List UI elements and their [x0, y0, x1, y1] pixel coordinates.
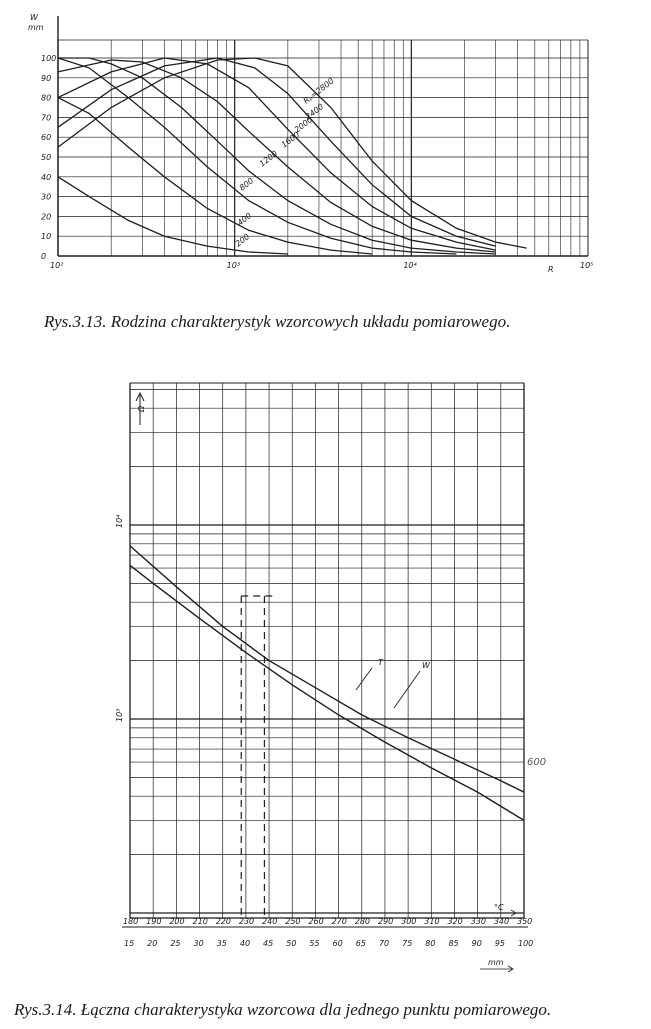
series-label-T: T: [378, 658, 383, 667]
y-axis-label: mm: [28, 23, 44, 32]
x-bottom-tick-label: 70: [378, 939, 390, 948]
x-bottom-tick-label: 80: [425, 939, 436, 948]
x-bottom-tick-label: 35: [216, 939, 227, 948]
margin-note: 600: [527, 757, 547, 768]
x-tick-label: 10⁴: [403, 261, 417, 270]
leader-W: [394, 671, 420, 708]
x-top-tick-label: 180: [123, 917, 139, 926]
y-tick-label: 10³: [115, 708, 124, 722]
x-top-tick-label: 340: [493, 917, 510, 926]
y-tick-label: 0: [41, 252, 47, 261]
series-label: Rₚ=2800: [301, 76, 336, 106]
x-tick-label: 10⁵: [580, 261, 594, 270]
x-bottom-tick-label: 50: [286, 939, 297, 948]
y-tick-label: 30: [41, 192, 52, 202]
x-bottom-tick-label: 30: [193, 939, 204, 948]
y-tick-label: 10: [41, 232, 52, 242]
x-bottom-tick-label: 90: [471, 939, 482, 948]
x-bottom-tick-label: 75: [402, 939, 413, 948]
x-top-tick-label: 320: [447, 917, 463, 926]
x-top-tick-label: 240: [262, 917, 278, 926]
x-bottom-tick-label: 55: [309, 939, 320, 948]
x-top-tick-label: 260: [308, 917, 324, 926]
x-top-tick-label: 300: [401, 917, 417, 926]
x-top-tick-label: 220: [215, 917, 231, 926]
series-label: 2400: [303, 101, 326, 122]
series-label: 2000: [292, 114, 315, 135]
x-top-tick-label: 280: [354, 917, 371, 926]
x-top-tick-label: 350: [517, 917, 533, 926]
x-bottom-tick-label: 65: [355, 939, 366, 948]
y-tick-label: 100: [41, 54, 57, 63]
grid: [130, 383, 524, 918]
x-top-tick-label: 270: [331, 917, 347, 926]
x-top-tick-label: 330: [470, 917, 486, 926]
figure-caption-1: Rys.3.13. Rodzina charakterystyk wzorcowych układu pomiarowego.: [44, 312, 511, 331]
series-label: 1200: [257, 148, 280, 169]
series-label: 200: [233, 232, 252, 249]
x-top-tick-label: 210: [192, 917, 208, 926]
x-bottom-tick-label: 85: [448, 939, 459, 948]
x-top-tick-label: 200: [169, 917, 185, 926]
figure-caption-2: Rys.3.14. Łączna charakterystyka wzorcowa dla jednego punktu pomiarowego.: [14, 1000, 552, 1019]
y-tick-label: 70: [41, 113, 52, 123]
x-top-tick-label: 190: [146, 917, 162, 926]
x-bottom-tick-label: 95: [494, 939, 506, 948]
series-line-W: [130, 546, 524, 792]
x-bottom-tick-label: 60: [332, 939, 343, 948]
series-group: [130, 546, 524, 918]
x-top-tick-label: 290: [377, 917, 394, 926]
y-tick-label: 50: [41, 153, 52, 162]
x-bottom-tick-label: 15: [124, 939, 135, 948]
x-top-tick-label: 230: [238, 917, 255, 926]
y-tick-label: 20: [41, 212, 52, 222]
y-axis-label: Ω: [137, 405, 146, 412]
series-label: 400: [235, 211, 254, 228]
x-top-tick-label: 310: [424, 917, 440, 926]
y-tick-label: 60: [41, 133, 52, 143]
series-label: 1600: [279, 129, 302, 150]
axes: [122, 393, 528, 972]
x-top-axis-label: °C: [494, 903, 504, 912]
x-axis-label: R: [548, 265, 554, 274]
y-tick-label: 80: [41, 93, 52, 103]
x-bottom-tick-label: 40: [239, 939, 251, 948]
y-tick-label: 10⁴: [115, 514, 124, 528]
x-bottom-axis-label: mm: [488, 958, 504, 967]
x-tick-label: 10³: [226, 261, 241, 270]
y-tick-label: 90: [41, 73, 52, 83]
x-tick-label: 10²: [50, 261, 64, 270]
x-bottom-tick-label: 100: [518, 939, 534, 948]
x-top-tick-label: 250: [285, 917, 301, 926]
series-label-W: W: [422, 661, 430, 670]
x-bottom-tick-label: 20: [147, 939, 158, 948]
labels: [115, 405, 546, 967]
x-bottom-tick-label: 45: [263, 939, 274, 948]
leader-T: [356, 668, 372, 690]
x-bottom-tick-label: 25: [170, 939, 181, 948]
y-axis-label: W: [30, 13, 38, 22]
y-tick-label: 40: [41, 172, 52, 182]
series-label: 800: [237, 176, 256, 193]
series-line-T: [130, 565, 524, 820]
